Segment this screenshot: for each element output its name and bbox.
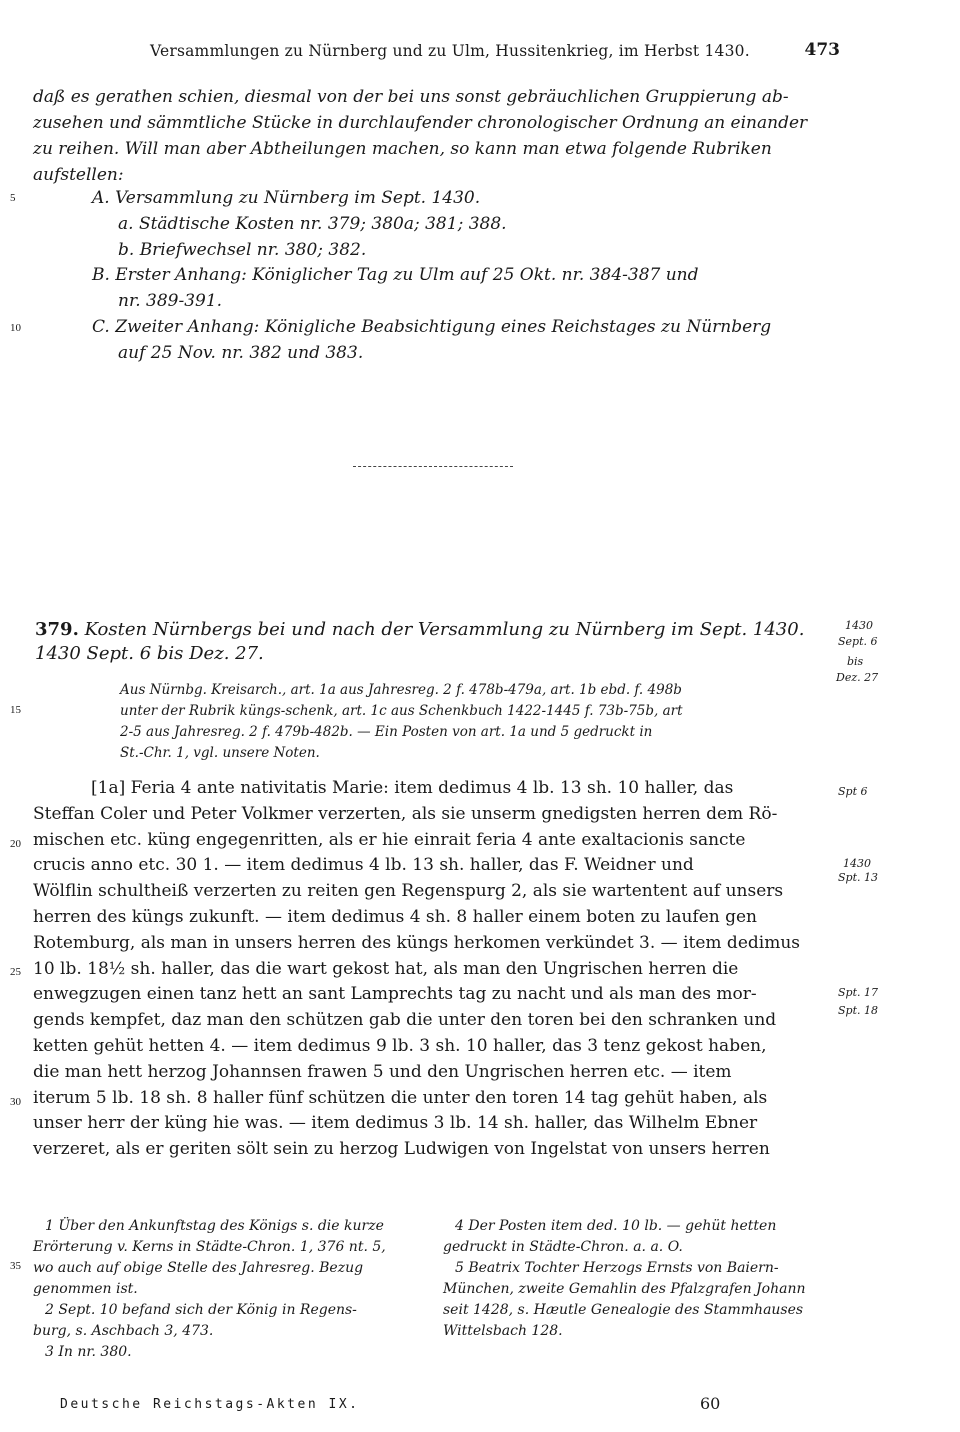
source-line: 2-5 aus Jahresreg. 2 f. 479b-482b. — Ein Posten von art. 1a und 5 gedruckt in xyxy=(120,724,653,740)
footer-series-title: Deutsche Reichstags-Akten IX. xyxy=(60,1397,360,1412)
line-number: 25 xyxy=(10,966,21,978)
margin-note-spt17: Spt. 17 xyxy=(838,986,878,999)
footnotes-left xyxy=(33,1216,418,1363)
running-title: Versammlungen zu Nürnberg und zu Ulm, Hussitenkrieg, im Herbst 1430. xyxy=(150,42,750,60)
footnote-line: 4 Der Posten item ded. 10 lb. — gehüt hetten xyxy=(455,1218,777,1234)
source-note xyxy=(120,680,830,764)
body-line: Steffan Coler und Peter Volkmer verzerten, als sie unserm gnedigsten herren dem Rö- xyxy=(33,803,778,824)
document-title-line1: Kosten Nürnbergs bei und nach der Versammlung zu Nürnberg im Sept. 1430. xyxy=(84,619,805,640)
footer-sheet-number: 60 xyxy=(700,1394,721,1413)
footnote-line: München, zweite Gemahlin des Pfalzgrafen Johann xyxy=(443,1281,806,1297)
date-margin-2: Sept. 6 xyxy=(838,635,878,648)
rubric-a: A. Versammlung zu Nürnberg im Sept. 1430. xyxy=(92,188,481,208)
footnote-line: wo auch auf obige Stelle des Jahresreg. Bezug xyxy=(33,1260,364,1276)
document-title xyxy=(35,618,825,666)
footnote-line: 1 Über den Ankunftstag des Königs s. die kurze xyxy=(45,1218,384,1234)
intro-line: zu reihen. Will man aber Abtheilungen machen, so kann man etwa folgende Rubriken xyxy=(33,139,772,159)
source-line: St.-Chr. 1, vgl. unsere Noten. xyxy=(120,745,320,761)
body-line: Wölflin schultheiß verzerten zu reiten gen Regenspurg 2, als sie wartentent auf unsers xyxy=(33,881,784,902)
footnote-line: seit 1428, s. Hæutle Genealogie des Stammhauses xyxy=(443,1302,804,1318)
date-margin-3: bis xyxy=(847,655,864,668)
rubric-b: B. Erster Anhang: Königlicher Tag zu Ulm auf 25 Okt. nr. 384-387 und xyxy=(92,265,699,285)
body-line: enwegzugen einen tanz hett an sant Lamprechts tag zu nacht und als man des mor- xyxy=(33,984,757,1005)
footnote-line: 2 Sept. 10 befand sich der König in Regens- xyxy=(45,1302,357,1318)
body-line: 10 lb. 18½ sh. haller, das die wart gekost hat, als man den Ungrischen herren die xyxy=(33,958,739,979)
intro-paragraph xyxy=(33,84,853,188)
line-number: 5 xyxy=(10,192,16,204)
line-number: 20 xyxy=(10,838,21,850)
footnotes-right xyxy=(443,1216,838,1342)
body-line: iterum 5 lb. 18 sh. 8 haller fünf schützen die unter den toren 14 tag gehüt haben, als xyxy=(33,1087,768,1108)
line-number: 35 xyxy=(10,1260,21,1272)
body-line: verzeret, als er geriten sölt sein zu herzog Ludwigen von Ingelstat von unsers herren xyxy=(33,1139,770,1160)
document-title-line2: 1430 Sept. 6 bis Dez. 27. xyxy=(35,643,264,664)
footnote-line: 3 In nr. 380. xyxy=(45,1344,132,1360)
body-line: [1a] Feria 4 ante nativitatis Marie: item dedimus 4 lb. 13 sh. 10 haller, das xyxy=(91,778,734,798)
source-line: unter der Rubrik küngs-schenk, art. 1c aus Schenkbuch 1422-1445 f. 73b-75b, art xyxy=(120,703,683,719)
page-number: 473 xyxy=(804,40,840,60)
body-line: mischen etc. küng engegenritten, als er hie einrait feria 4 ante exaltacionis sancte xyxy=(33,829,746,850)
rubric-b-cont: nr. 389-391. xyxy=(118,291,223,311)
body-line: Rotemburg, als man in unsers herren des küngs herkomen verkündet 3. — item dedimus xyxy=(33,932,800,953)
body-line: die man hett herzog Johannsen frawen 5 und den Ungrischen herren etc. — item xyxy=(33,1061,732,1082)
section-divider xyxy=(353,466,513,467)
rubric-a-a: a. Städtische Kosten nr. 379; 380a; 381; 388. xyxy=(118,214,507,234)
date-margin-4: Dez. 27 xyxy=(836,671,879,684)
margin-note-1430: 1430 xyxy=(843,857,871,870)
rubric-a-b: b. Briefwechsel nr. 380; 382. xyxy=(118,240,367,260)
date-margin-1: 1430 xyxy=(845,619,873,632)
footnote-line: gedruckt in Städte-Chron. a. a. O. xyxy=(443,1239,683,1255)
body-line: crucis anno etc. 30 1. — item dedimus 4 lb. 13 sh. haller, das F. Weidner und xyxy=(33,855,694,876)
footnote-line: Erörterung v. Kerns in Städte-Chron. 1, 376 nt. 5, xyxy=(33,1239,386,1255)
body-line: unser herr der küng hie was. — item dedimus 3 lb. 14 sh. haller, das Wilhelm Ebner xyxy=(33,1113,758,1134)
rubric-c: C. Zweiter Anhang: Königliche Beabsichtigung eines Reichstages zu Nürnberg xyxy=(92,317,772,337)
body-line: ketten gehüt hetten 4. — item dedimus 9 lb. 3 sh. 10 haller, das 3 tenz gekost haben, xyxy=(33,1035,767,1056)
margin-note-spt18: Spt. 18 xyxy=(838,1004,878,1017)
source-line: Aus Nürnbg. Kreisarch., art. 1a aus Jahresreg. 2 f. 478b-479a, art. 1b ebd. f. 498b xyxy=(120,682,682,698)
intro-line: zusehen und sämmtliche Stücke in durchlaufender chronologischer Ordnung an einander xyxy=(33,113,808,133)
line-number: 30 xyxy=(10,1096,21,1108)
body-line: herren des küngs zukunft. — item dedimus 4 sh. 8 haller einem boten zu laufen gen xyxy=(33,906,757,927)
margin-note-spt6: Spt 6 xyxy=(838,785,868,798)
body-text xyxy=(33,776,828,1163)
body-line: gends kempfet, daz man den schützen gab die unter den toren bei den schranken und xyxy=(33,1010,777,1031)
line-number: 10 xyxy=(10,322,21,334)
document-number: 379. xyxy=(35,619,79,640)
footnote-line: genommen ist. xyxy=(33,1281,138,1297)
margin-note-spt13: Spt. 13 xyxy=(838,871,878,884)
footnote-line: 5 Beatrix Tochter Herzogs Ernsts von Baiern- xyxy=(455,1260,779,1276)
intro-line: daß es gerathen schien, diesmal von der bei uns sonst gebräuchlichen Gruppierung ab- xyxy=(33,87,789,107)
footnote-line: burg, s. Aschbach 3, 473. xyxy=(33,1323,214,1339)
rubric-c-cont: auf 25 Nov. nr. 382 und 383. xyxy=(118,343,364,363)
footnote-line: Wittelsbach 128. xyxy=(443,1323,563,1339)
line-number: 15 xyxy=(10,704,21,716)
intro-line: aufstellen: xyxy=(33,165,124,185)
